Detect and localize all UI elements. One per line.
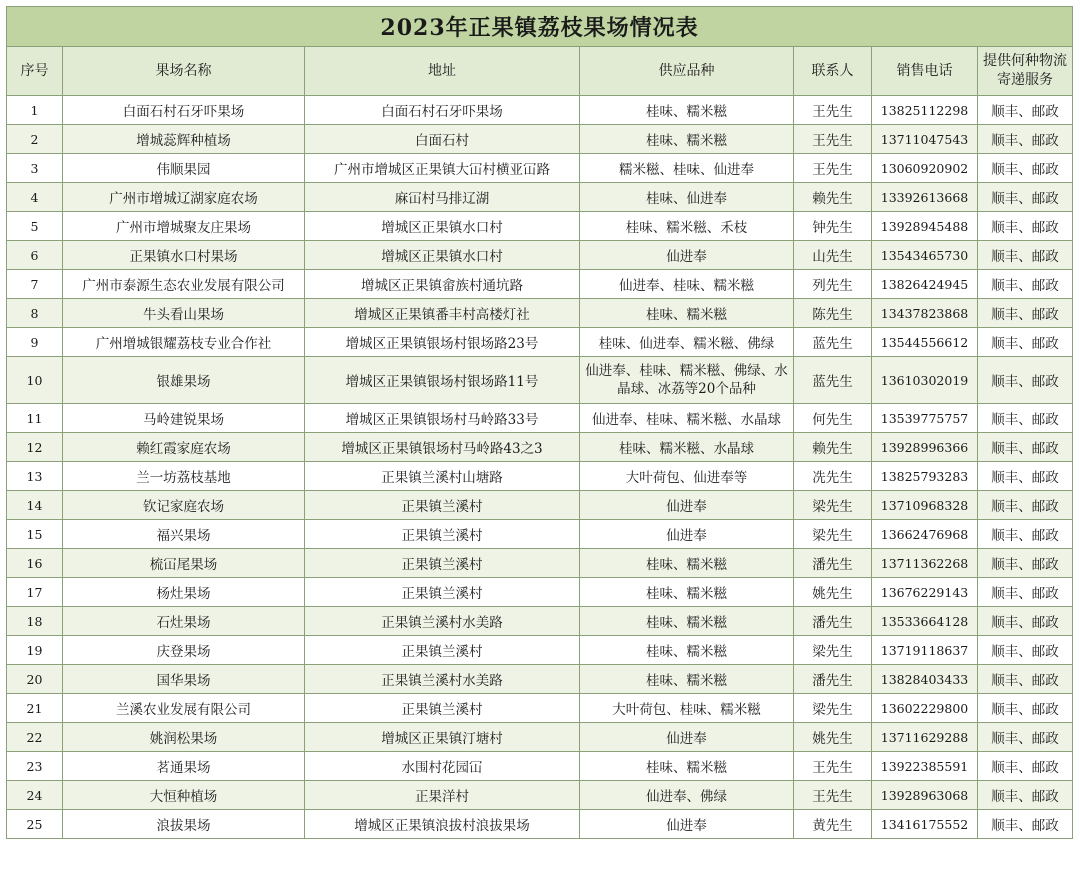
cell-logistics: 顺丰、邮政 [978, 491, 1073, 520]
cell-contact: 山先生 [794, 241, 872, 270]
cell-name: 茗通果场 [63, 752, 305, 781]
cell-phone: 13710968328 [872, 491, 978, 520]
cell-varieties: 桂味、糯米糍 [580, 549, 794, 578]
header-varieties: 供应品种 [580, 47, 794, 96]
cell-no: 2 [7, 125, 63, 154]
cell-logistics: 顺丰、邮政 [978, 520, 1073, 549]
cell-phone: 13711047543 [872, 125, 978, 154]
cell-name: 杨灶果场 [63, 578, 305, 607]
cell-logistics: 顺丰、邮政 [978, 299, 1073, 328]
cell-logistics: 顺丰、邮政 [978, 433, 1073, 462]
table-row [7, 578, 1073, 607]
cell-name: 增城蕊辉种植场 [63, 125, 305, 154]
cell-no: 17 [7, 578, 63, 607]
table-row [7, 607, 1073, 636]
cell-phone: 13828403433 [872, 665, 978, 694]
cell-contact: 姚先生 [794, 578, 872, 607]
cell-name: 姚润松果场 [63, 723, 305, 752]
cell-varieties: 仙进奉、桂味、糯米糍、佛绿、水晶球、冰荔等20个品种 [580, 357, 794, 404]
cell-logistics: 顺丰、邮政 [978, 328, 1073, 357]
cell-logistics: 顺丰、邮政 [978, 694, 1073, 723]
cell-address: 增城区正果镇浪拔村浪拔果场 [305, 810, 580, 839]
cell-logistics: 顺丰、邮政 [978, 183, 1073, 212]
cell-logistics: 顺丰、邮政 [978, 96, 1073, 125]
cell-contact: 梁先生 [794, 520, 872, 549]
cell-address: 增城区正果镇银场村马岭路43之3 [305, 433, 580, 462]
cell-name: 白面石村石牙吓果场 [63, 96, 305, 125]
cell-address: 正果洋村 [305, 781, 580, 810]
cell-varieties: 桂味、仙进奉、糯米糍、佛绿 [580, 328, 794, 357]
table-row [7, 404, 1073, 433]
title-row [7, 7, 1073, 47]
table-row [7, 781, 1073, 810]
header-name: 果场名称 [63, 47, 305, 96]
header-no: 序号 [7, 47, 63, 96]
cell-contact: 王先生 [794, 752, 872, 781]
cell-name: 牛头看山果场 [63, 299, 305, 328]
cell-phone: 13416175552 [872, 810, 978, 839]
cell-logistics: 顺丰、邮政 [978, 357, 1073, 404]
cell-address: 麻冚村马排辽湖 [305, 183, 580, 212]
cell-no: 15 [7, 520, 63, 549]
cell-no: 11 [7, 404, 63, 433]
table-row [7, 549, 1073, 578]
cell-phone: 13610302019 [872, 357, 978, 404]
cell-name: 福兴果场 [63, 520, 305, 549]
cell-address: 正果镇兰溪村 [305, 491, 580, 520]
cell-address: 正果镇兰溪村 [305, 636, 580, 665]
cell-contact: 王先生 [794, 154, 872, 183]
cell-contact: 赖先生 [794, 183, 872, 212]
cell-phone: 13676229143 [872, 578, 978, 607]
cell-phone: 13060920902 [872, 154, 978, 183]
cell-name: 大恒种植场 [63, 781, 305, 810]
cell-address: 正果镇兰溪村 [305, 520, 580, 549]
cell-no: 12 [7, 433, 63, 462]
cell-address: 增城区正果镇水口村 [305, 212, 580, 241]
cell-address: 白面石村 [305, 125, 580, 154]
cell-contact: 蓝先生 [794, 328, 872, 357]
cell-name: 兰溪农业发展有限公司 [63, 694, 305, 723]
cell-contact: 王先生 [794, 781, 872, 810]
cell-varieties: 桂味、糯米糍 [580, 299, 794, 328]
cell-contact: 梁先生 [794, 694, 872, 723]
cell-name: 银雄果场 [63, 357, 305, 404]
cell-address: 正果镇兰溪村 [305, 694, 580, 723]
cell-no: 20 [7, 665, 63, 694]
table-row [7, 96, 1073, 125]
cell-no: 5 [7, 212, 63, 241]
cell-address: 正果镇兰溪村 [305, 549, 580, 578]
cell-contact: 陈先生 [794, 299, 872, 328]
cell-varieties: 桂味、糯米糍 [580, 578, 794, 607]
cell-logistics: 顺丰、邮政 [978, 125, 1073, 154]
cell-contact: 梁先生 [794, 636, 872, 665]
cell-name: 伟顺果园 [63, 154, 305, 183]
cell-contact: 钟先生 [794, 212, 872, 241]
cell-no: 1 [7, 96, 63, 125]
cell-name: 庆登果场 [63, 636, 305, 665]
cell-name: 浪拔果场 [63, 810, 305, 839]
cell-varieties: 仙进奉 [580, 241, 794, 270]
table-row [7, 665, 1073, 694]
cell-varieties: 仙进奉 [580, 491, 794, 520]
cell-logistics: 顺丰、邮政 [978, 810, 1073, 839]
cell-name: 广州市增城辽湖家庭农场 [63, 183, 305, 212]
cell-address: 正果镇兰溪村水美路 [305, 607, 580, 636]
header-contact: 联系人 [794, 47, 872, 96]
cell-phone: 13662476968 [872, 520, 978, 549]
cell-logistics: 顺丰、邮政 [978, 752, 1073, 781]
cell-name: 广州增城银耀荔枝专业合作社 [63, 328, 305, 357]
cell-address: 增城区正果镇番丰村高楼灯社 [305, 299, 580, 328]
cell-name: 马岭建锐果场 [63, 404, 305, 433]
header-logistics: 提供何种物流寄递服务 [978, 47, 1073, 96]
cell-contact: 黄先生 [794, 810, 872, 839]
cell-no: 6 [7, 241, 63, 270]
cell-varieties: 大叶荷包、桂味、糯米糍 [580, 694, 794, 723]
cell-no: 3 [7, 154, 63, 183]
cell-phone: 13928996366 [872, 433, 978, 462]
cell-address: 正果镇兰溪村 [305, 578, 580, 607]
cell-varieties: 仙进奉 [580, 810, 794, 839]
table-row [7, 357, 1073, 404]
cell-phone: 13544556612 [872, 328, 978, 357]
cell-varieties: 桂味、糯米糍、水晶球 [580, 433, 794, 462]
cell-varieties: 仙进奉 [580, 520, 794, 549]
cell-name: 兰一坊荔枝基地 [63, 462, 305, 491]
table-row [7, 299, 1073, 328]
header-row [7, 47, 1073, 96]
table-row [7, 270, 1073, 299]
cell-address: 增城区正果镇汀塘村 [305, 723, 580, 752]
cell-no: 14 [7, 491, 63, 520]
cell-phone: 13543465730 [872, 241, 978, 270]
lychee-farm-sheet [6, 6, 1072, 839]
cell-phone: 13928945488 [872, 212, 978, 241]
cell-name: 赖红霞家庭农场 [63, 433, 305, 462]
cell-phone: 13539775757 [872, 404, 978, 433]
cell-phone: 13826424945 [872, 270, 978, 299]
cell-logistics: 顺丰、邮政 [978, 154, 1073, 183]
cell-phone: 13711629288 [872, 723, 978, 752]
cell-logistics: 顺丰、邮政 [978, 723, 1073, 752]
cell-phone: 13533664128 [872, 607, 978, 636]
cell-phone: 13825112298 [872, 96, 978, 125]
table-row [7, 694, 1073, 723]
cell-contact: 何先生 [794, 404, 872, 433]
table-row [7, 636, 1073, 665]
cell-no: 4 [7, 183, 63, 212]
cell-name: 梳冚尾果场 [63, 549, 305, 578]
cell-address: 水围村花园冚 [305, 752, 580, 781]
cell-contact: 王先生 [794, 96, 872, 125]
cell-logistics: 顺丰、邮政 [978, 549, 1073, 578]
cell-address: 增城区正果镇畲族村通坑路 [305, 270, 580, 299]
table-row [7, 520, 1073, 549]
table-row [7, 752, 1073, 781]
cell-name: 广州市泰源生态农业发展有限公司 [63, 270, 305, 299]
cell-phone: 13392613668 [872, 183, 978, 212]
cell-no: 23 [7, 752, 63, 781]
cell-address: 正果镇兰溪村山塘路 [305, 462, 580, 491]
cell-varieties: 仙进奉 [580, 723, 794, 752]
cell-phone: 13922385591 [872, 752, 978, 781]
cell-varieties: 桂味、糯米糍 [580, 636, 794, 665]
cell-varieties: 桂味、糯米糍 [580, 752, 794, 781]
cell-phone: 13602229800 [872, 694, 978, 723]
cell-logistics: 顺丰、邮政 [978, 578, 1073, 607]
header-phone: 销售电话 [872, 47, 978, 96]
cell-logistics: 顺丰、邮政 [978, 781, 1073, 810]
cell-contact: 梁先生 [794, 491, 872, 520]
cell-logistics: 顺丰、邮政 [978, 462, 1073, 491]
cell-varieties: 糯米糍、桂味、仙进奉 [580, 154, 794, 183]
cell-contact: 潘先生 [794, 607, 872, 636]
table-row [7, 154, 1073, 183]
header-address: 地址 [305, 47, 580, 96]
cell-address: 增城区正果镇水口村 [305, 241, 580, 270]
cell-no: 7 [7, 270, 63, 299]
cell-name: 国华果场 [63, 665, 305, 694]
table-row [7, 723, 1073, 752]
cell-varieties: 仙进奉、桂味、糯米糍、水晶球 [580, 404, 794, 433]
cell-address: 增城区正果镇银场村银场路11号 [305, 357, 580, 404]
cell-no: 10 [7, 357, 63, 404]
cell-phone: 13719118637 [872, 636, 978, 665]
cell-phone: 13711362268 [872, 549, 978, 578]
cell-varieties: 仙进奉、佛绿 [580, 781, 794, 810]
cell-contact: 列先生 [794, 270, 872, 299]
cell-no: 13 [7, 462, 63, 491]
cell-contact: 蓝先生 [794, 357, 872, 404]
table-row [7, 491, 1073, 520]
cell-name: 正果镇水口村果场 [63, 241, 305, 270]
table-body [7, 96, 1073, 839]
cell-contact: 姚先生 [794, 723, 872, 752]
cell-contact: 潘先生 [794, 549, 872, 578]
cell-varieties: 桂味、仙进奉 [580, 183, 794, 212]
cell-no: 18 [7, 607, 63, 636]
table-row [7, 183, 1073, 212]
cell-no: 22 [7, 723, 63, 752]
cell-address: 正果镇兰溪村水美路 [305, 665, 580, 694]
farm-table [6, 6, 1073, 839]
cell-varieties: 桂味、糯米糍、禾枝 [580, 212, 794, 241]
cell-no: 9 [7, 328, 63, 357]
cell-address: 增城区正果镇银场村马岭路33号 [305, 404, 580, 433]
cell-no: 8 [7, 299, 63, 328]
cell-varieties: 桂味、糯米糍 [580, 125, 794, 154]
cell-phone: 13825793283 [872, 462, 978, 491]
cell-no: 19 [7, 636, 63, 665]
table-row [7, 125, 1073, 154]
table-row [7, 328, 1073, 357]
cell-varieties: 桂味、糯米糍 [580, 96, 794, 125]
cell-address: 白面石村石牙吓果场 [305, 96, 580, 125]
cell-phone: 13928963068 [872, 781, 978, 810]
cell-name: 广州市增城聚友庄果场 [63, 212, 305, 241]
cell-phone: 13437823868 [872, 299, 978, 328]
cell-logistics: 顺丰、邮政 [978, 404, 1073, 433]
table-row [7, 212, 1073, 241]
cell-varieties: 仙进奉、桂味、糯米糍 [580, 270, 794, 299]
cell-no: 24 [7, 781, 63, 810]
cell-logistics: 顺丰、邮政 [978, 636, 1073, 665]
cell-contact: 赖先生 [794, 433, 872, 462]
cell-no: 25 [7, 810, 63, 839]
table-row [7, 241, 1073, 270]
table-title: 2023年正果镇荔枝果场情况表 [7, 7, 1073, 47]
cell-varieties: 桂味、糯米糍 [580, 607, 794, 636]
cell-varieties: 大叶荷包、仙进奉等 [580, 462, 794, 491]
cell-logistics: 顺丰、邮政 [978, 241, 1073, 270]
cell-no: 21 [7, 694, 63, 723]
cell-name: 石灶果场 [63, 607, 305, 636]
cell-contact: 王先生 [794, 125, 872, 154]
cell-contact: 冼先生 [794, 462, 872, 491]
table-row [7, 433, 1073, 462]
cell-contact: 潘先生 [794, 665, 872, 694]
cell-no: 16 [7, 549, 63, 578]
cell-logistics: 顺丰、邮政 [978, 212, 1073, 241]
cell-logistics: 顺丰、邮政 [978, 270, 1073, 299]
table-row [7, 810, 1073, 839]
cell-logistics: 顺丰、邮政 [978, 665, 1073, 694]
cell-name: 钦记家庭农场 [63, 491, 305, 520]
table-row [7, 462, 1073, 491]
cell-varieties: 桂味、糯米糍 [580, 665, 794, 694]
cell-address: 增城区正果镇银场村银场路23号 [305, 328, 580, 357]
cell-logistics: 顺丰、邮政 [978, 607, 1073, 636]
cell-address: 广州市增城区正果镇大冚村横亚冚路 [305, 154, 580, 183]
